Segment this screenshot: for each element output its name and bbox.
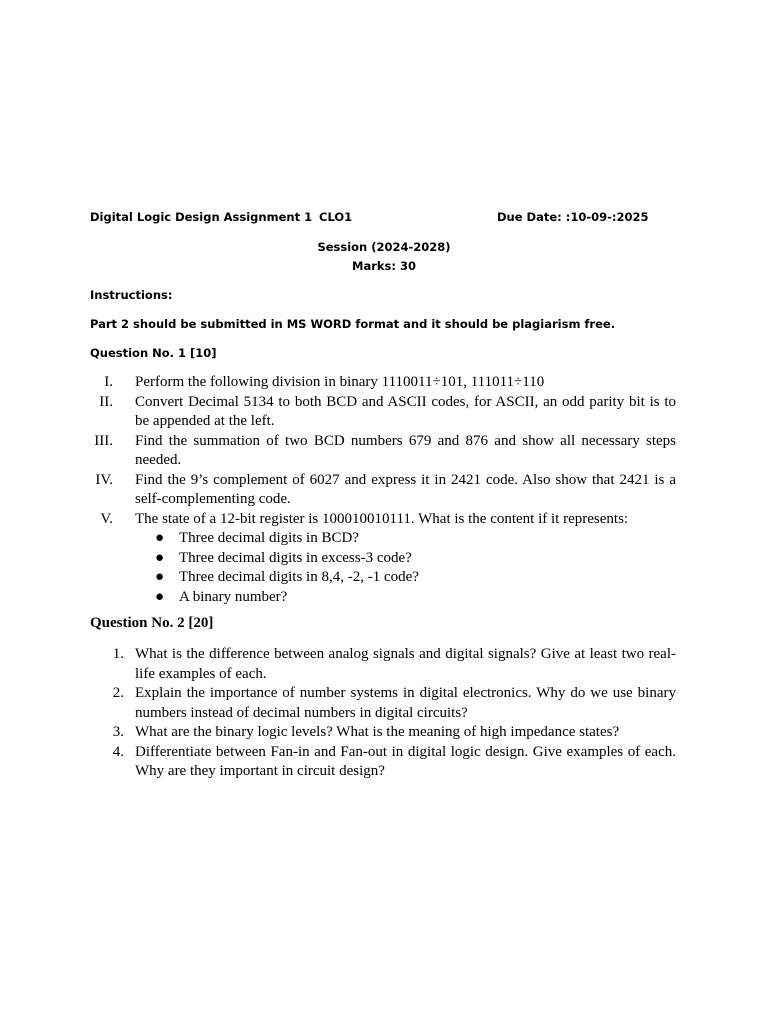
item-number: V. xyxy=(100,510,113,527)
item-number: 3. xyxy=(112,724,124,740)
item-number: III. xyxy=(94,432,113,449)
question-2-list xyxy=(90,645,676,782)
item-number: IV. xyxy=(95,471,113,488)
sub-item-text: Three decimal digits in BCD? xyxy=(179,530,359,546)
list-item xyxy=(90,432,676,471)
list-item xyxy=(90,471,676,510)
item-text: The state of a 12-bit register is 100010010111. What is the content if it represents: xyxy=(135,510,629,527)
item-text: Perform the following division in binary 1110011÷101, 111011÷110 xyxy=(135,374,545,390)
item-number: I. xyxy=(104,374,113,390)
due-date: Due Date: :10-09-:2025 xyxy=(497,210,649,224)
list-item xyxy=(90,684,676,723)
list-item xyxy=(90,373,676,393)
sub-list-item xyxy=(135,549,676,569)
marks: Marks: 30 xyxy=(352,259,416,273)
question-2-title: Question No. 2 [20] xyxy=(90,615,214,631)
bullet-icon: ● xyxy=(155,549,165,566)
list-item xyxy=(90,510,676,608)
bullet-icon: ● xyxy=(155,588,165,605)
item-text: Convert Decimal 5134 to both BCD and ASCII codes, for ASCII, an odd parity bit is to be appended at the left. xyxy=(135,393,676,429)
sub-item-text: Three decimal digits in 8,4, -2, -1 code? xyxy=(179,569,419,585)
question-1-title: Question No. 1 [10] xyxy=(90,346,217,360)
sub-list-item xyxy=(135,588,676,608)
item-number: 1. xyxy=(112,646,124,662)
item-text: Find the 9’s complement of 6027 and express it in 2421 code. Also show that 2421 is a self-complementing code. xyxy=(135,471,676,507)
list-item xyxy=(90,743,676,782)
list-item xyxy=(90,393,676,432)
item-text: What are the binary logic levels? What is the meaning of high impedance states? xyxy=(135,724,620,740)
item-text: Find the summation of two BCD numbers 679 and 876 and show all necessary steps needed. xyxy=(135,432,676,468)
item-text: What is the difference between analog signals and digital signals? Give at least two real-life examples of each. xyxy=(135,646,676,682)
sub-item-text: Three decimal digits in excess-3 code? xyxy=(179,549,412,566)
item-text: Differentiate between Fan-in and Fan-out in digital logic design. Give examples of each. Why are they important in circuit design? xyxy=(135,743,676,779)
sub-list-item xyxy=(135,529,676,549)
instructions-label: Instructions: xyxy=(90,288,173,302)
sub-item-text: A binary number? xyxy=(179,588,288,605)
question-1-list xyxy=(90,373,676,607)
session: Session (2024-2028) xyxy=(317,240,451,254)
clo-label: CLO1 xyxy=(319,210,353,224)
list-item xyxy=(90,723,676,743)
question-1-sublist xyxy=(135,529,676,607)
instructions-text: Part 2 should be submitted in MS WORD format and it should be plagiarism free. xyxy=(90,317,616,331)
bullet-icon: ● xyxy=(155,569,165,585)
course-title: Digital Logic Design Assignment 1 xyxy=(90,210,313,224)
sub-list-item xyxy=(135,568,676,588)
bullet-icon: ● xyxy=(155,530,165,546)
list-item xyxy=(90,645,676,684)
item-number: 4. xyxy=(112,743,124,760)
item-number: 2. xyxy=(112,685,124,701)
item-number: II. xyxy=(99,393,113,410)
item-text: Explain the importance of number systems in digital electronics. Why do we use binary numbers instead of decimal numbers in digital circuits? xyxy=(135,685,676,721)
